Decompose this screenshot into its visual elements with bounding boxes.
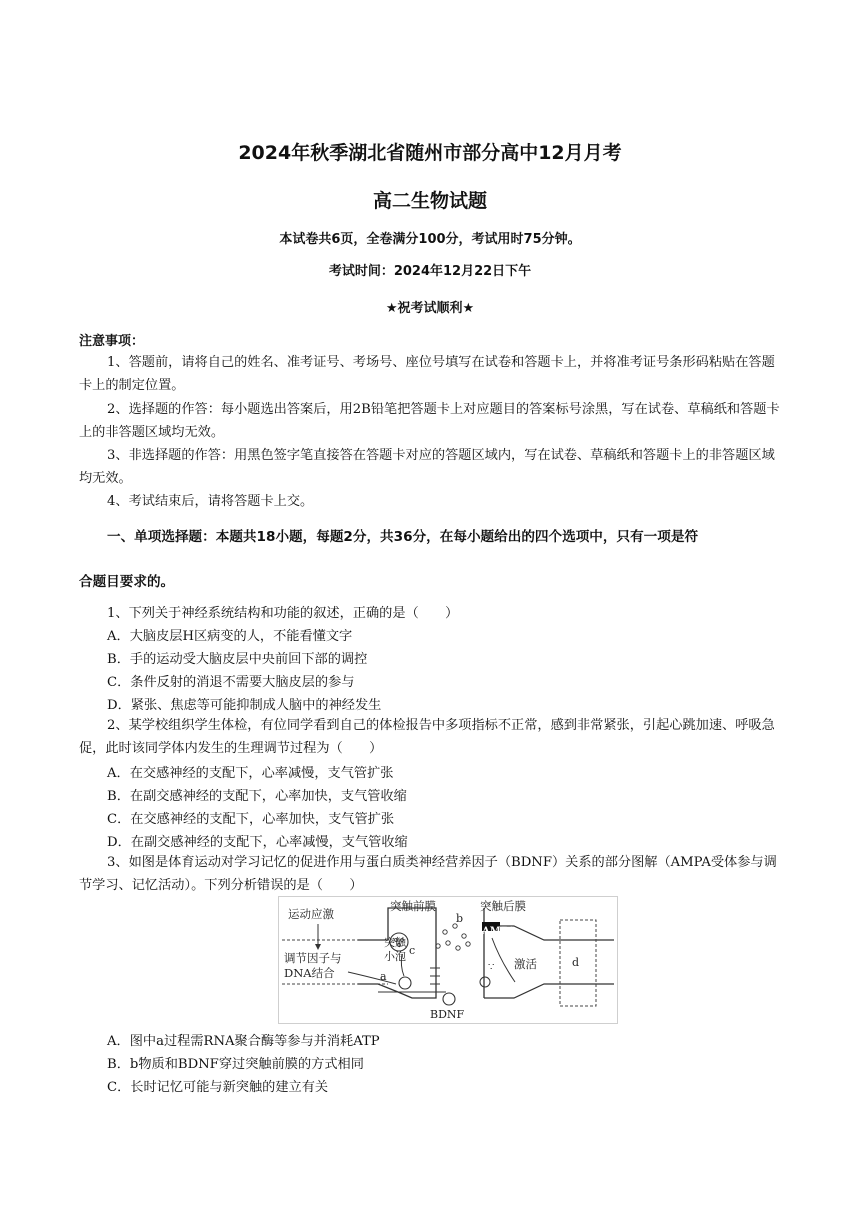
label-pre-membrane: 突触前膜 [390, 899, 436, 913]
question-1-stem: 1、下列关于神经系统结构和功能的叙述，正确的是（ ） [107, 606, 459, 621]
question-2-option-d: D．在副交感神经的支配下，心率减慢，支气管收缩 [107, 835, 408, 850]
label-post-membrane: 突触后膜 [480, 899, 526, 913]
label-factor-2: DNA结合 [284, 966, 335, 980]
question-2-option-b: B．在副交感神经的支配下，心率加快，支气管收缩 [107, 789, 407, 804]
label-ampa: AMPA [482, 926, 516, 937]
question-1-option-b: B．手的运动受大脑皮层中央前回下部的调控 [107, 652, 368, 667]
question-1-option-c: C．条件反射的消退不需要大脑皮层的参与 [107, 675, 355, 690]
note-item-1: 1、答题前，请将自己的姓名、准考证号、考场号、座位号填写在试卷和答题卡上，并将准考证号条形码粘贴在答题卡上的制定位置。 [79, 355, 775, 393]
label-d: d [572, 956, 580, 969]
question-3-option-a: A．图中a过程需RNA聚合酶等参与并消耗ATP [107, 1034, 380, 1049]
exam-subtitle: 高二生物试题 [372, 190, 487, 212]
exam-time: 考试时间：2024年12月22日下午 [328, 264, 532, 279]
question-3-option-c: C．长时记忆可能与新突触的建立有关 [107, 1080, 329, 1095]
section-heading-line2: 合题目要求的。 [79, 574, 175, 590]
notes-heading: 注意事项： [79, 334, 145, 349]
exam-title: 2024年秋季湖北省随州市部分高中12月月考 [238, 142, 622, 164]
blessing-text: ★祝考试顺利★ [385, 301, 475, 316]
section-heading-line1: 一、单项选择题：本题共18小题，每题2分，共36分，在每小题给出的四个选项中，只有一项是符 [107, 529, 699, 545]
label-factor-1: 调节因子与 [284, 951, 342, 965]
note-item-4: 4、考试结束后，请将答题卡上交。 [107, 494, 314, 509]
svg-text:∵: ∵ [488, 962, 495, 973]
question-2-option-c: C．在交感神经的支配下，心率加快，支气管扩张 [107, 812, 395, 827]
synapse-figure [278, 896, 618, 1024]
label-a: a [380, 970, 387, 983]
note-item-3: 3、非选择题的作答：用黑色签字笔直接答在答题卡对应的答题区域内，写在试卷、草稿纸和答题卡上的非答题区域均无效。 [79, 448, 775, 486]
question-2-option-a: A．在交感神经的支配下，心率减慢，支气管扩张 [107, 766, 394, 781]
label-exercise: 运动应激 [288, 907, 334, 921]
question-1-option-a: A．大脑皮层H区病变的人，不能看懂文字 [107, 629, 353, 644]
label-activate: 激活 [514, 957, 537, 971]
label-c: c [409, 944, 416, 957]
label-vesicle-1: 突触 [384, 936, 406, 949]
exam-info: 本试卷共6页，全卷满分100分，考试用时75分钟。 [279, 232, 581, 247]
label-vesicle-2: 小泡 [384, 950, 406, 963]
question-3-stem: 3、如图是体育运动对学习记忆的促进作用与蛋白质类神经营养因子（BDNF）关系的部分图解（AMPA受体参与调节学习、记忆活动）。下列分析错误的是（ ） [79, 855, 777, 893]
label-bdnf: BDNF [430, 1008, 465, 1021]
note-item-2: 2、选择题的作答：每小题选出答案后，用2B铅笔把答题卡上对应题目的答案标号涂黑，写在试卷、草稿纸和答题卡上的非答题区域均无效。 [79, 402, 780, 440]
question-3-option-b: B．b物质和BDNF穿过突触前膜的方式相同 [107, 1057, 364, 1072]
question-1-option-d: D．紧张、焦虑等可能抑制成人脑中的神经发生 [107, 698, 382, 713]
question-2-stem: 2、某学校组织学生体检，有位同学看到自己的体检报告中多项指标不正常，感到非常紧张，引起心跳加速、呼吸急促，此时该同学体内发生的生理调节过程为（ ） [79, 718, 775, 756]
label-b: b [456, 912, 464, 925]
